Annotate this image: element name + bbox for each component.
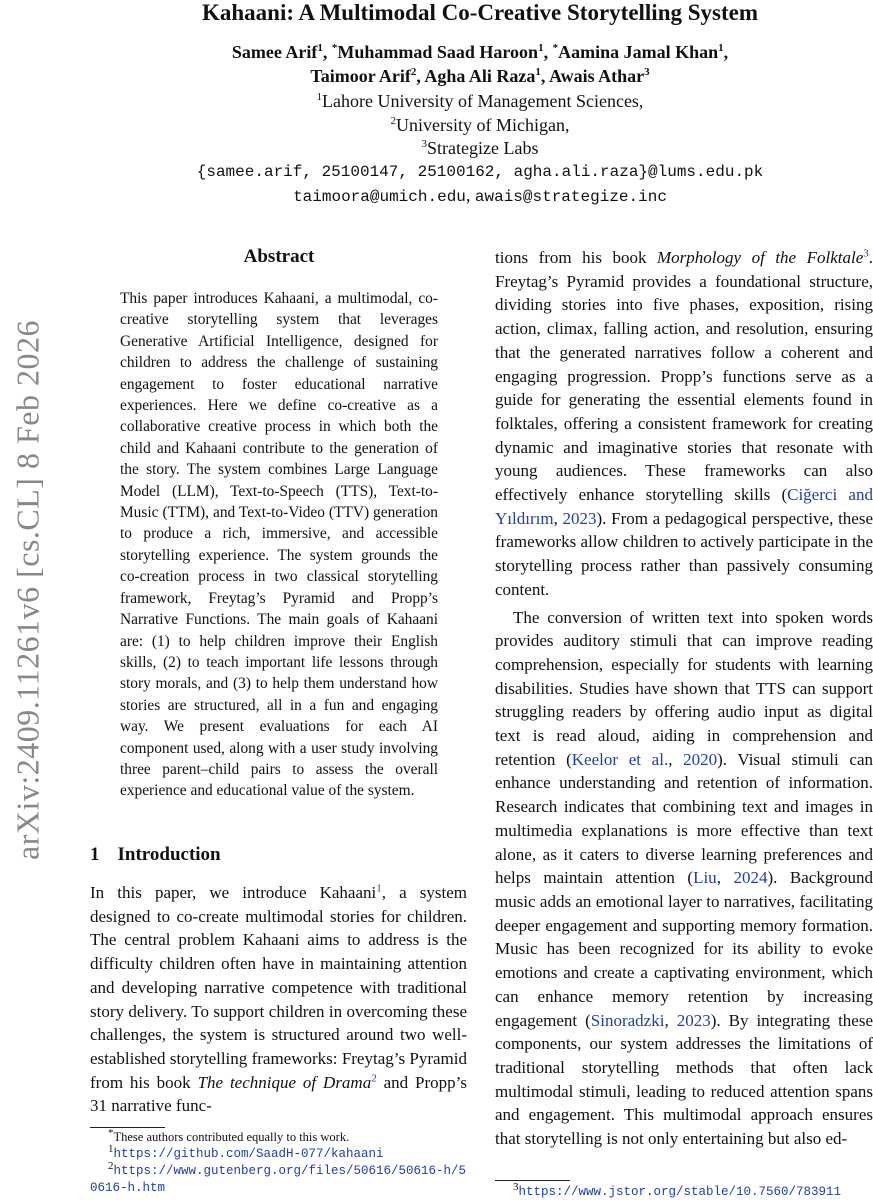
abstract-text: This paper introduces Kahaani, a multimodal, co-creative storytelling system that leverages Generative Artificial Intelligence, designed for children to address the challenge of sustaining engagement to foster educational narrative experiences. Here we define co-creative as a collaborative creative process in which both the child and Kahaani contribute to the generation of the story. The system combines Large Language Model (LLM), Text-to-Speech (TTS), Text-to-Music (TTM), and Text-to-Video (TTV) generation to produce a rich, immersive, and accessible storytelling experience. The system grounds the co-creation process in two classical storytelling framework, Freytag’s Pyramid and Propp’s Narrative Functions. The main goals of Kahaani are: (1) to help children improve their English skills, (2) to teach important life lessons through story morals, and (3) to help them understand how stories are structured, all in a fun and engaging way. We present evaluations for each AI component used, along with a user study involving three parent–child pairs to assess the overall experience and educational value of the system. [120,290,438,800]
separator: , [723,42,729,62]
affiliations [0,90,873,210]
paragraph [495,606,873,1151]
footnote-mark: 1 [108,1142,114,1155]
citation-link[interactable]: Liu [693,868,717,888]
text-segment: ). From a pedagogical perspective, these frameworks allow children to actively participate in the storytelling process rather than passively consuming content. [495,508,873,599]
right-column-text [495,246,873,1151]
text-segment: , [553,508,563,528]
affiliation [0,114,873,138]
email-line[interactable]: {samee.arif, 25100147, 25100162, agha.ali.raza}@lums.edu.pk [196,162,764,181]
text-segment: ). Background music adds an emotional layer to narratives, facilitating deeper engagement and supporting memory formation. Music has been recognized for its ability to evoke emotions and create a captivating environment, which can enhance memory retention by increasing engagement ( [495,868,873,1030]
footnotes-right [495,1180,873,1200]
affiliation-name: Strategize Labs [427,138,539,158]
affiliation-name: Lahore University of Management Sciences, [322,91,644,111]
abstract-body [120,288,438,802]
equal-contribution-mark: * [331,42,338,54]
book-title: The technique of Drama [197,1072,372,1092]
footnote-link[interactable]: https://www.jstor.org/stable/10.7560/783911 [518,1185,842,1199]
text-segment: ). Visual stimuli can enhance understanding and retention of information. Research indicates that combining text and images in multimedia explanations is more effective than text alone, as it caters to diverse learning preferences and helps maintain attention ( [495,749,873,888]
footnote-ref[interactable]: 1 [376,882,382,895]
affiliation-mark: 3 [644,66,650,78]
footnote-ref[interactable]: 2 [371,1071,377,1084]
author-name: Muhammad Saad Haroon [337,42,539,62]
footnote-link[interactable]: https://github.com/SaadH-077/kahaani [113,1147,384,1161]
footnote-ref[interactable]: 3 [863,247,869,260]
footnotes-left [90,1126,467,1196]
paragraph [90,881,467,1118]
affiliation-mark: 3 [421,138,428,150]
text-segment: tions from his book [495,248,658,267]
footnote-text: These authors contributed equally to this work. [113,1130,350,1144]
footnote-rule [495,1180,570,1181]
author-name: Aamina Jamal Khan [558,42,719,62]
affiliation-mark: 1 [535,66,541,78]
citation-link[interactable]: Sinoradzki [590,1010,665,1030]
affiliation-mark: 1 [316,91,323,103]
email-line [0,184,873,210]
affiliation [0,90,873,114]
section-title: Introduction [117,844,221,865]
separator: , [540,66,549,86]
citation-link[interactable]: Ciğerci and Yıldırım [495,485,873,528]
book-title: Morphology of the Folktale [657,248,864,267]
section-number: 1 [90,844,100,865]
text-segment: and Propp’s 31 narrative func- [90,1072,467,1116]
citation-link[interactable]: 2020 [683,749,718,769]
author-name: Awais Athar [548,66,645,86]
author-line [0,40,873,64]
footnote [90,1142,467,1162]
separator: , [465,185,475,205]
citation-link[interactable]: 2023 [676,1010,711,1030]
affiliation-mark: 1 [718,42,724,54]
text-segment: , [716,868,734,888]
text-segment: ). By integrating these components, our system addresses the limitations of traditional storytelling methods that often lack multimodal stimuli, leading to reduced attention spans and engagement. This multimodal approach ensures that storytelling is not only entertaining but also ed- [495,1010,873,1149]
footnote-rule [90,1127,165,1128]
separator: , [416,66,425,86]
citation-link[interactable]: 2024 [733,868,768,888]
text-segment: . Freytag’s Pyramid provides a foundational structure, dividing stories into five phases, exposition, rising action, climax, falling action, and resolution, ensuring that the generated narratives follow a coherent and engaging progression. Propp’s functions serve as a guide for generating the essential elements found in folktales, offering a consistent framework for creating dynamic and imaginative stories that resonate with young audiences. These frameworks can also effectively enhance storytelling skills ( [495,248,873,505]
email[interactable]: awais@strategize.inc [474,188,667,206]
separator: , [543,42,553,62]
affiliation-name: University of Michigan, [396,114,570,135]
affiliation [0,137,873,161]
text-segment: , a system designed to co-create multimodal stories for children. The central problem Kahaani aims to address is the difficulty children often have in maintaining attention and developing narrative competence with traditional story delivery. To support children in overcoming these challenges, the system is structured around two well-established storytelling frameworks: Freytag’s Pyramid from his book [90,883,467,1092]
text-segment: , [668,749,684,769]
citation-link[interactable]: 2023 [562,508,597,528]
footnote [90,1159,467,1196]
author-list [0,40,873,88]
text-segment: , [664,1010,677,1030]
affiliation-mark: 1 [538,42,544,54]
footnote-link[interactable]: https://www.gutenberg.org/files/50616/50616-h/50616-h.htm [90,1164,467,1195]
footnote [495,1180,873,1200]
affiliation-mark: 2 [410,66,417,78]
paragraph [495,246,873,602]
footnote [90,1126,467,1145]
author-name: Taimoor Arif [310,66,411,86]
author-name: Samee Arif [231,42,318,62]
arxiv-identifier: arXiv:2409.11261v6 [cs.CL] 8 Feb 2026 [9,320,46,860]
text-segment: The conversion of written text into spoken words provides auditory stimuli that can improve reading comprehension, especially for students with learning disabilities. Studies have shown that TTS can support struggling readers by offering audio input as digital text is read aloud, aiding in comprehension and retention ( [495,607,873,769]
author-line [0,64,873,88]
footnote-mark: 3 [513,1180,519,1193]
email[interactable]: taimoora@umich.edu [293,188,466,206]
text-segment: In this paper, we introduce Kahaani [90,883,377,902]
equal-contribution-mark: * [552,42,559,54]
affiliation-mark: 1 [317,42,323,54]
left-column-text [90,881,467,1118]
author-name: Agha Ali Raza [424,66,536,86]
footnote-mark: * [108,1126,114,1139]
footnote-mark: 2 [108,1159,114,1172]
section-heading [90,844,221,866]
separator: , [322,42,332,62]
paper-title: Kahaani: A Multimodal Co-Creative Storytelling System [201,0,759,25]
citation-link[interactable]: Keelor et al. [571,749,669,769]
abstract-heading: Abstract [243,246,315,267]
affiliation-mark: 2 [390,114,396,127]
